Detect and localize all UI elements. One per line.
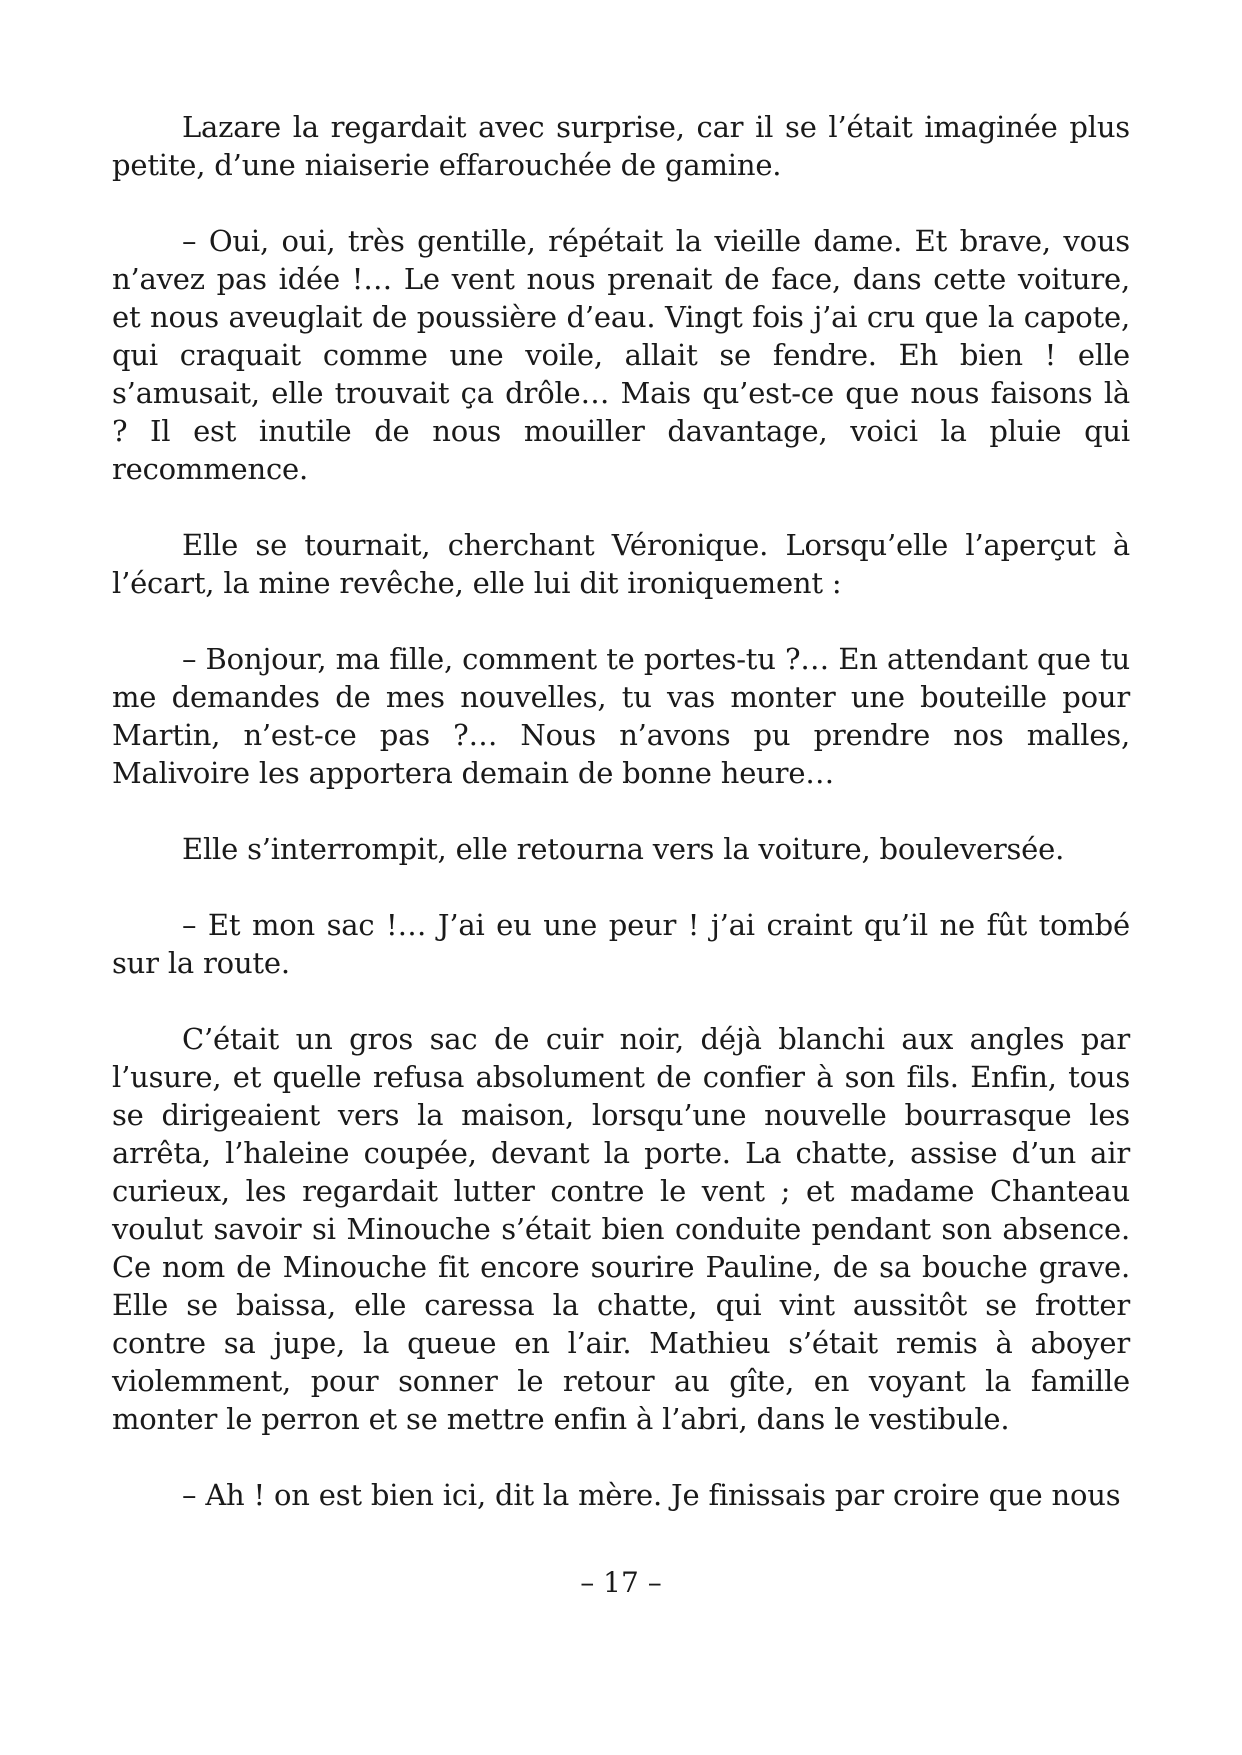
paragraph-3: Elle se tournait, cherchant Véronique. Lorsqu’elle l’aperçut à l’écart, la mine revêche, elle lui dit ironiquement :	[112, 528, 1130, 600]
paragraph-6: – Et mon sac !… J’ai eu une peur ! j’ai craint qu’il ne fût tombé sur la route.	[112, 908, 1130, 980]
paragraph-2: – Oui, oui, très gentille, répétait la vieille dame. Et brave, vous n’avez pas idée !… Le vent nous prenait de face, dans cette voiture, et nous aveuglait de poussière d’eau. Vingt fois j’ai cru que la capote, qui craquait comme une voile, allait se fendre. Eh bien ! elle s’amusait, elle trouvait ça drôle… Mais qu’est-ce que nous faisons là ? Il est inutile de nous mouiller davantage, voici la pluie qui recommence.	[112, 224, 1130, 486]
paragraph-5: Elle s’interrompit, elle retourna vers la voiture, bouleversée.	[182, 832, 1065, 866]
page-body	[112, 108, 1130, 1514]
page-number: – 17 –	[580, 1566, 662, 1599]
paragraph-4: – Bonjour, ma fille, comment te portes-tu ?… En attendant que tu me demandes de mes nouvelles, tu vas monter une bouteille pour Martin, n’est-ce pas ?… Nous n’avons pu prendre nos malles, Malivoire les apportera demain de bonne heure…	[112, 642, 1130, 790]
paragraph-1: Lazare la regardait avec surprise, car il se l’était imaginée plus petite, d’une niaiserie effarouchée de gamine.	[112, 110, 1130, 182]
paragraph-7: C’était un gros sac de cuir noir, déjà blanchi aux angles par l’usure, et quelle refusa absolument de confier à son fils. Enfin, tous se dirigeaient vers la maison, lorsqu’une nouvelle bourrasque les arrêta, l’haleine coupée, devant la porte. La chatte, assise d’un air curieux, les regardait lutter contre le vent ; et madame Chanteau voulut savoir si Minouche s’était bien conduite pendant son absence. Ce nom de Minouche fit encore sourire Pauline, de sa bouche grave. Elle se baissa, elle caressa la chatte, qui vint aussitôt se frotter contre sa jupe, la queue en l’air. Mathieu s’était remis à aboyer violemment, pour sonner le retour au gîte, en voyant la famille monter le perron et se mettre enfin à l’abri, dans le vestibule.	[112, 1022, 1130, 1436]
paragraph-8: – Ah ! on est bien ici, dit la mère. Je finissais par croire que nous	[182, 1478, 1121, 1512]
